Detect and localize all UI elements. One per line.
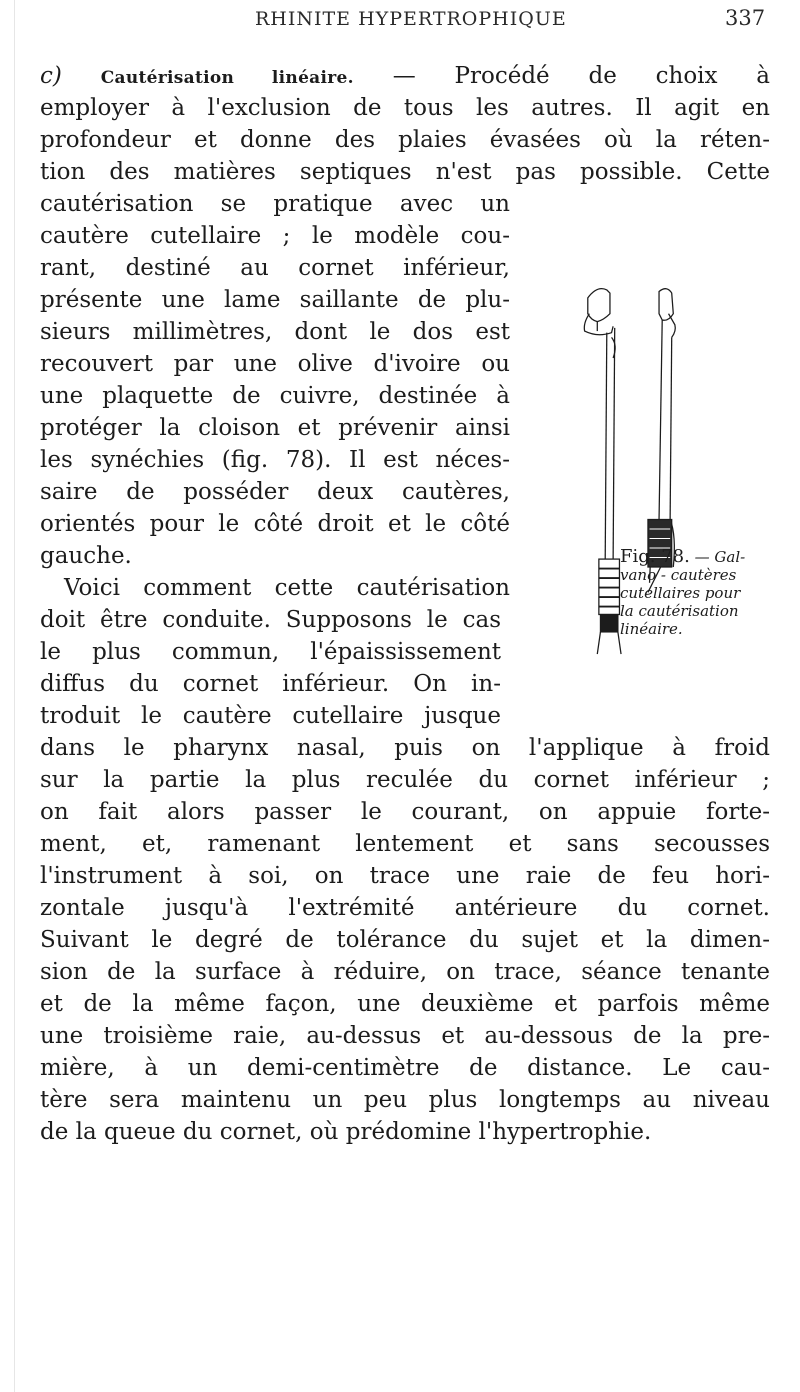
body-line: zontale jusqu'à l'extrémité antérieure du cornet. <box>40 895 770 921</box>
body-line: mière, à un demi-centimètre de distance. Le cau- <box>40 1055 770 1081</box>
caption-line: linéaire. <box>620 620 683 638</box>
body-line: cautère cutellaire ; le modèle cou- <box>40 223 510 249</box>
body-line: tion des matières septiques n'est pas possible. Cette <box>40 159 770 185</box>
running-header <box>0 2 800 42</box>
body-line: ment, et, ramenant lentement et sans secousses <box>40 831 770 857</box>
body-line: employer à l'exclusion de tous les autres. Il agit en <box>40 95 770 121</box>
body-line: troduit le cautère cutellaire jusque <box>40 703 501 729</box>
figure-number: Fig. 78. <box>620 546 690 567</box>
body-line: profondeur et donne des plaies évasées où la réten- <box>40 127 770 153</box>
figure-caption <box>620 548 790 638</box>
body-line: de la queue du cornet, où prédomine l'hypertrophie. <box>40 1119 652 1145</box>
body-line: le plus commun, l'épaississement <box>40 639 501 665</box>
body-line: sieurs millimètres, dont le dos est <box>40 319 510 345</box>
body-line: une plaquette de cuivre, destinée à <box>40 383 510 409</box>
section-heading: Cautérisation linéaire. <box>100 68 354 88</box>
page-fold-shadow <box>14 0 15 1392</box>
body-line: diffus du cornet inférieur. On in- <box>40 671 501 697</box>
body-line: tère sera maintenu un peu plus longtemps au niveau <box>40 1087 770 1113</box>
caption-line: — Gal- <box>694 548 746 566</box>
running-title: RHINITE HYPERTROPHIQUE <box>255 8 567 30</box>
body-line: rant, destiné au cornet inférieur, <box>40 255 510 281</box>
body-line: l'instrument à soi, on trace une raie de feu hori- <box>40 863 770 889</box>
caption-line: vano - cautères <box>620 566 737 584</box>
left-cautery-instrument <box>584 289 621 654</box>
section-heading-line <box>40 60 770 94</box>
body-line: les synéchies (fig. 78). Il est néces- <box>40 447 510 473</box>
body-line: Suivant le degré de tolérance du sujet et la dimen- <box>40 927 770 953</box>
body-line: Voici comment cette cautérisation <box>64 575 510 601</box>
body-line: sur la partie la plus reculée du cornet inférieur ; <box>40 767 770 793</box>
body-line: gauche. <box>40 543 132 569</box>
body-line: on fait alors passer le courant, on appuie forte- <box>40 799 770 825</box>
body-line: sion de la surface à réduire, on trace, séance tenante <box>40 959 770 985</box>
caption-line: cutellaires pour <box>620 584 741 602</box>
body-line: protéger la cloison et prévenir ainsi <box>40 415 510 441</box>
section-marker: c) <box>40 63 62 89</box>
body-line: une troisième raie, au-dessus et au-dessous de la pre- <box>40 1023 770 1049</box>
body-line: doit être conduite. Supposons le cas <box>40 607 501 633</box>
body-line: recouvert par une olive d'ivoire ou <box>40 351 510 377</box>
body-line: orientés pour le côté droit et le côté <box>40 511 510 537</box>
body-line: présente une lame saillante de plu- <box>40 287 510 313</box>
body-line: et de la même façon, une deuxième et parfois même <box>40 991 770 1017</box>
heading-dash: — <box>392 63 416 89</box>
page-number: 337 <box>725 6 766 30</box>
body-line: dans le pharynx nasal, puis on l'applique à froid <box>40 735 770 761</box>
body-line: Procédé de choix à <box>454 63 771 89</box>
caption-line: la cautérisation <box>620 602 739 620</box>
body-line: saire de posséder deux cautères, <box>40 479 510 505</box>
body-line: cautérisation se pratique avec un <box>40 191 510 217</box>
